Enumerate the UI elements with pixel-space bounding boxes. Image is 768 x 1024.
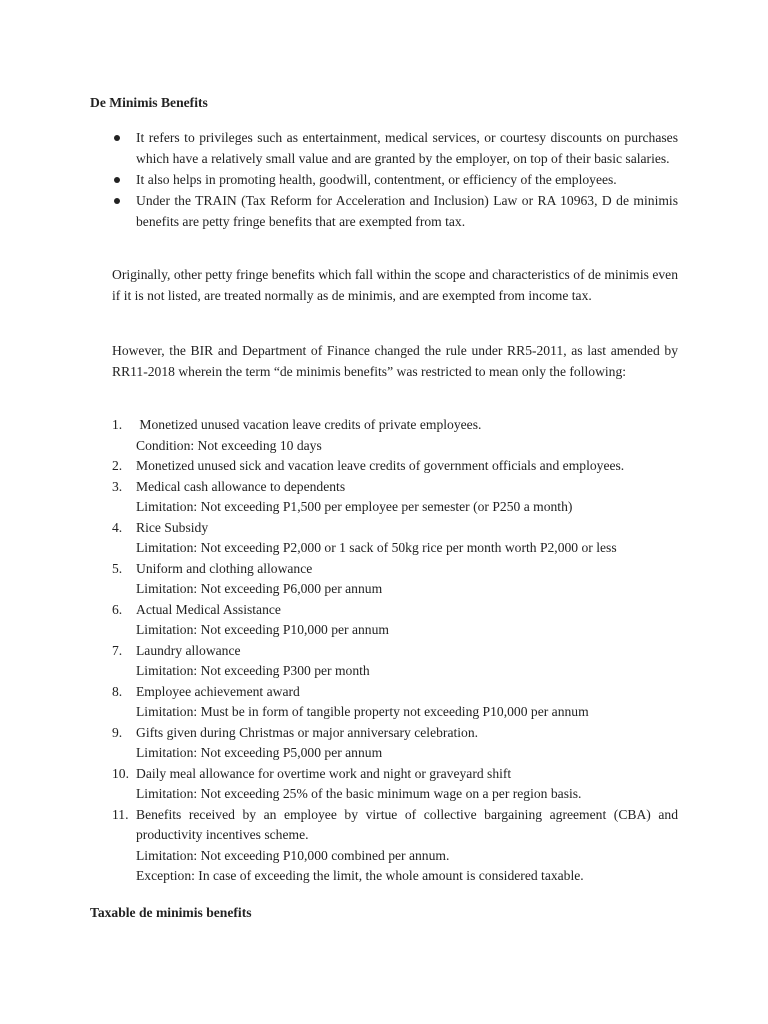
item-number: 6. — [112, 601, 123, 617]
item-number: 11. — [112, 806, 129, 822]
item-text: Gifts given during Christmas or major anniversary celebration. — [136, 724, 479, 740]
item-condition: Limitation: Not exceeding P5,000 per annum — [136, 745, 383, 760]
item-text: Monetized unused vacation leave credits of private employees. — [136, 417, 482, 432]
item-text: Employee achievement award — [136, 683, 300, 699]
list-item — [112, 127, 678, 169]
list-item — [112, 518, 678, 559]
item-text: Uniform and clothing allowance — [136, 560, 313, 576]
item-text: Actual Medical Assistance — [136, 601, 281, 617]
bullet-text: It also helps in promoting health, goodwill, contentment, or efficiency of the employees. — [136, 172, 617, 187]
item-number: 4. — [112, 519, 123, 535]
item-number: 2. — [112, 458, 123, 473]
item-number: 5. — [112, 560, 123, 576]
list-item — [112, 477, 678, 518]
item-condition: Condition: Not exceeding 10 days — [136, 437, 322, 453]
list-item — [112, 559, 678, 600]
list-item — [112, 682, 678, 723]
list-item — [112, 764, 678, 805]
numbered-list — [112, 415, 682, 887]
list-item — [112, 456, 678, 477]
list-item — [112, 169, 678, 190]
item-condition: Limitation: Not exceeding P1,500 per employee per semester (or P250 a month) — [136, 499, 573, 514]
item-text: Medical cash allowance to dependents — [136, 478, 346, 494]
item-condition: Limitation: Not exceeding P300 per month — [136, 663, 370, 678]
bullet-text: Under the TRAIN (Tax Reform for Acceleration and Inclusion) Law or RA 10963, D de minimis benefits are petty fringe benefits that are exempted from tax. — [136, 193, 678, 229]
item-condition: Limitation: Must be in form of tangible property not exceeding P10,000 per annum — [136, 704, 589, 719]
item-text: Daily meal allowance for overtime work and night or graveyard shift — [136, 765, 512, 781]
list-item — [112, 805, 682, 887]
page-title: De Minimis Benefits — [90, 95, 208, 110]
item-number: 1. — [112, 417, 123, 432]
item-condition: Limitation: Not exceeding P6,000 per annum — [136, 581, 383, 596]
list-item — [112, 641, 678, 682]
bullet-icon — [114, 135, 120, 141]
paragraph-however: However, the BIR and Department of Finance changed the rule under RR5-2011, as last amended by RR11-2018 wherein the term “de minimis benefits” was restricted to mean only the following: — [112, 343, 678, 379]
item-number: 9. — [112, 724, 123, 740]
item-condition: Limitation: Not exceeding P2,000 or 1 sack of 50kg rice per month worth P2,000 or less — [136, 540, 617, 555]
item-condition: Limitation: Not exceeding P10,000 per annum — [136, 622, 389, 637]
list-item — [112, 190, 678, 232]
item-condition: Exception: In case of exceeding the limit, the whole amount is considered taxable. — [136, 868, 584, 883]
item-condition: Limitation: Not exceeding 25% of the basic minimum wage on a per region basis. — [136, 786, 582, 801]
bullet-text: It refers to privileges such as entertainment, medical services, or courtesy discounts on purchases which have a relatively small value and are granted by the employer, on top of their basic salaries. — [136, 130, 678, 166]
item-number: 7. — [112, 642, 123, 658]
item-text: Laundry allowance — [136, 642, 241, 658]
item-number: 8. — [112, 683, 123, 699]
item-text: Rice Subsidy — [136, 519, 209, 535]
section-heading-taxable: Taxable de minimis benefits — [90, 905, 252, 920]
bullet-icon — [114, 198, 120, 204]
list-item — [112, 723, 678, 764]
bullet-icon — [114, 177, 120, 183]
item-text: Monetized unused sick and vacation leave credits of government officials and employees. — [136, 458, 625, 473]
list-item — [112, 600, 678, 641]
paragraph-originally: Originally, other petty fringe benefits which fall within the scope and characteristics of de minimis even if it is not listed, are treated normally as de minimis, and are exempted from income tax. — [112, 267, 678, 303]
item-number: 3. — [112, 478, 123, 494]
item-number: 10. — [112, 765, 129, 781]
item-condition: Limitation: Not exceeding P10,000 combined per annum. — [136, 847, 450, 863]
list-item — [112, 415, 678, 456]
bullet-list — [112, 127, 678, 232]
item-text: Benefits received by an employee by virtue of collective bargaining agreement (CBA) and productivity incentives scheme. — [136, 806, 682, 842]
